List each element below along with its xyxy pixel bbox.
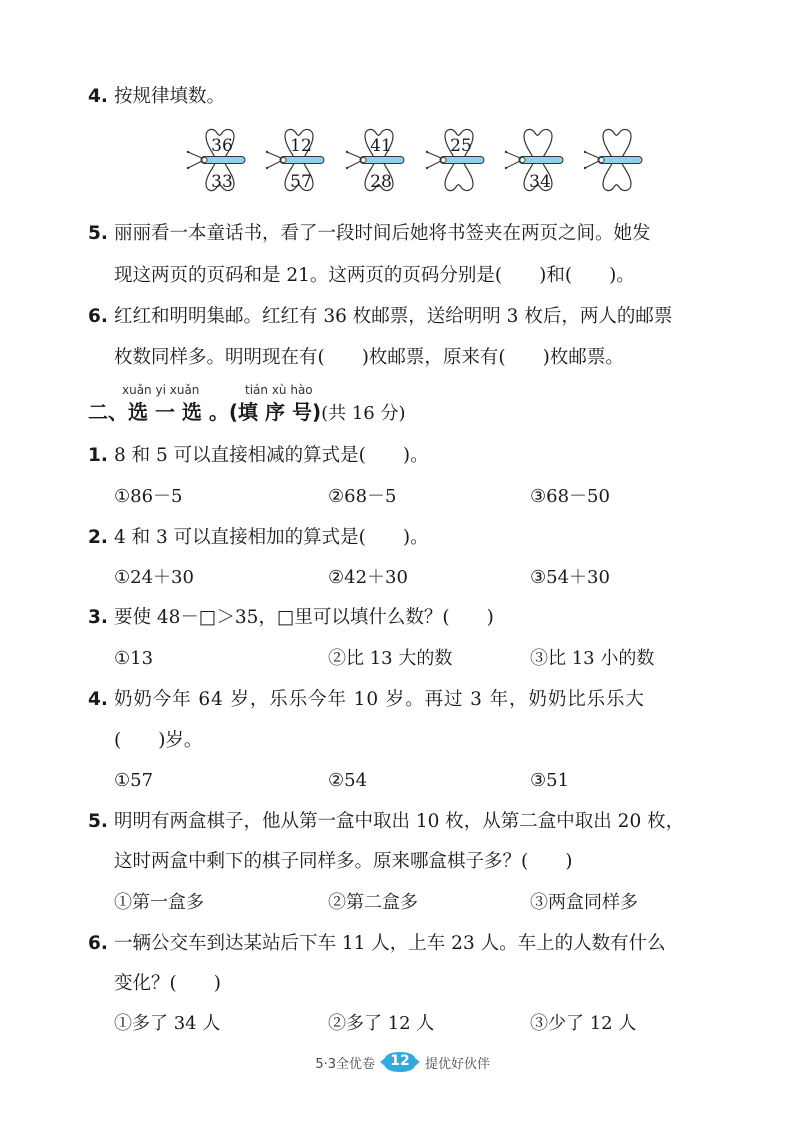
butterfly-bottom-number: 33 (211, 172, 233, 192)
s2-question-6: 6. 一辆公交车到达某站后下车 11 人，上车 23 人。车上的人数有什么 (88, 933, 666, 954)
s2-question-6-line2: 变化？( ) (114, 973, 221, 994)
butterfly-top-number: 12 (290, 136, 312, 156)
s2-question-1: 1. 8 和 5 可以直接相减的算式是( )。 (88, 445, 429, 466)
s2-q5-option-3: ③两盒同样多 (530, 892, 638, 913)
s2-q3-option-3: ③比 13 小的数 (530, 648, 655, 669)
butterfly-1 (186, 126, 250, 194)
page-number: 12 (390, 1053, 410, 1069)
butterfly-top-number: 25 (450, 136, 472, 156)
footer-slogan: 提优好伙伴 (425, 1057, 491, 1072)
s2-q5-option-2: ②第二盒多 (328, 892, 418, 913)
s2-question-2: 2. 4 和 3 可以直接相加的算式是( )。 (88, 527, 429, 548)
question-6: 6. 红红和明明集邮。红红有 36 枚邮票，送给明明 3 枚后，两人的邮票 (88, 306, 673, 327)
butterfly-6 (583, 126, 647, 194)
s2-question-4: 4. 奶奶今年 64 岁，乐乐今年 10 岁。再过 3 年，奶奶比乐乐大 (88, 689, 645, 710)
s2-q1-option-1: ①86－5 (114, 486, 183, 507)
butterfly-bottom-number: 34 (529, 172, 551, 192)
s2-q1-option-2: ②68－5 (328, 486, 397, 507)
butterfly-3 (345, 126, 409, 194)
s2-q2-option-3: ③54＋30 (530, 567, 610, 588)
s2-q6-option-3: ③少了 12 人 (530, 1013, 637, 1034)
page-footer (0, 1050, 800, 1074)
s2-q6-option-2: ②多了 12 人 (328, 1013, 435, 1034)
footer-brand: 5·3全优卷 (315, 1057, 375, 1072)
butterfly-top-number: 41 (370, 136, 392, 156)
s2-q5-option-1: ①第一盒多 (114, 892, 204, 913)
page-number-badge (380, 1050, 420, 1074)
butterfly-2 (265, 126, 329, 194)
s2-question-3: 3. 要使 48－□＞35，□里可以填什么数？( ) (88, 607, 494, 628)
section-title: 二、选 一 选 。(填 序 号)(共 16 分) (88, 400, 406, 424)
butterfly-icon (583, 126, 647, 194)
s2-q4-option-2: ②54 (328, 770, 368, 791)
s2-q3-option-2: ②比 13 大的数 (328, 648, 453, 669)
question-5-line2: 现这两页的页码和是 21。这两页的页码分别是( )和( )。 (114, 265, 635, 286)
s2-question-4-line2: ( )岁。 (114, 730, 203, 751)
pinyin-tian-xu-hao: tián xù hào (245, 383, 313, 397)
butterfly-4 (425, 126, 489, 194)
s2-q6-option-1: ①多了 34 人 (114, 1013, 221, 1034)
s2-question-5: 5. 明明有两盒棋子，他从第一盒中取出 10 枚，从第二盒中取出 20 枚， (88, 811, 685, 832)
question-5: 5. 丽丽看一本童话书，看了一段时间后她将书签夹在两页之间。她发 (88, 223, 651, 244)
butterfly-5 (504, 126, 568, 194)
pinyin-xuan-yi-xuan: xuǎn yi xuǎn (122, 383, 200, 397)
s2-q1-option-3: ③68－50 (530, 486, 610, 507)
s2-q3-option-1: ①13 (114, 648, 154, 669)
s2-q4-option-3: ③51 (530, 770, 570, 791)
butterfly-bottom-number: 57 (290, 172, 312, 192)
s2-q2-option-2: ②42＋30 (328, 567, 408, 588)
question-6-line2: 枚数同样多。明明现在有( )枚邮票，原来有( )枚邮票。 (114, 347, 624, 368)
question-4: 4. 按规律填数。 (88, 86, 226, 107)
s2-q2-option-1: ①24＋30 (114, 567, 194, 588)
butterfly-bottom-number: 28 (370, 172, 392, 192)
butterfly-top-number: 36 (211, 136, 233, 156)
s2-q4-option-1: ①57 (114, 770, 154, 791)
s2-question-5-line2: 这时两盒中剩下的棋子同样多。原来哪盒棋子多？( ) (114, 851, 573, 872)
